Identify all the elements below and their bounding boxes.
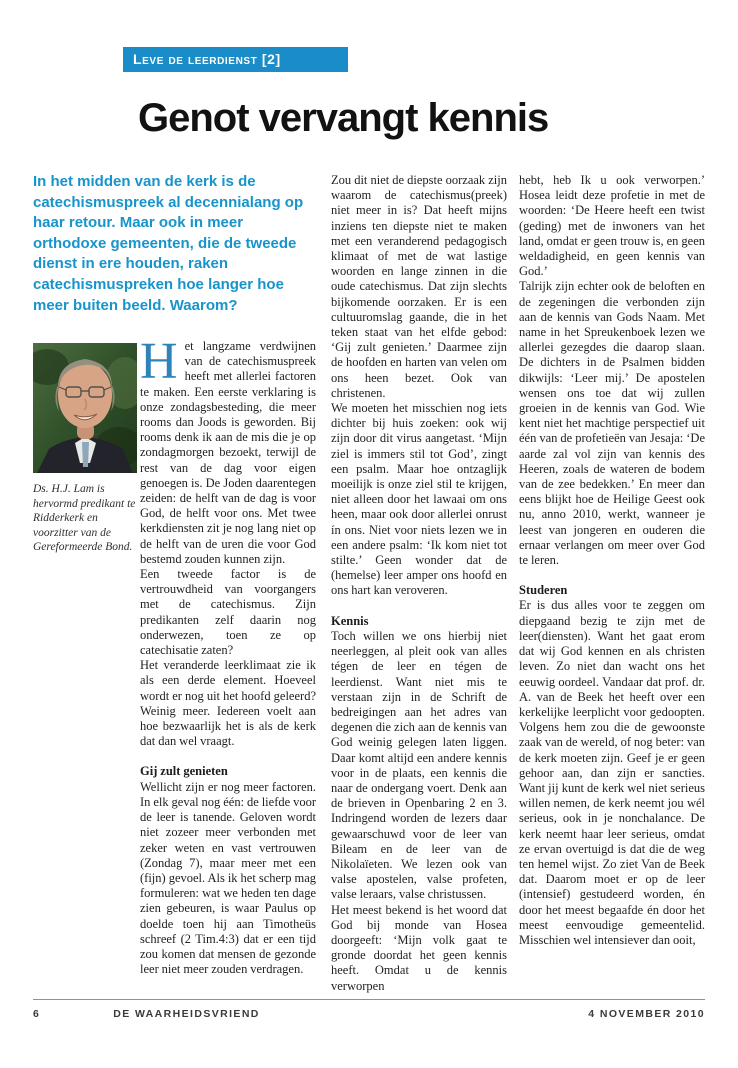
photo-caption: Ds. H.J. Lam is hervormd predikant te Ridderkerk en voorzitter van de Gereformeerde Bond. xyxy=(33,483,136,554)
issue-date: 4 NOVEMBER 2010 xyxy=(588,1008,705,1020)
body-column-3 xyxy=(519,173,705,948)
paragraph: Wellicht zijn er nog meer factoren. In elk geval nog één: de liefde voor de leer is tanende. Geloven wordt niet zozeer meer verbonden met zeker weten en vast vertrouwen (Zondag 7), maar meer met een (fijn) gevoel. Als ik het scherp mag formuleren: wat we heden ten dage zien gebeuren, is waar Paulus op doelde toen hij aan Timotheüs schreef (2 Tim.4:3) dat er een tijd zou komen dat mensen de gezonde leer niet meer zouden verdragen. xyxy=(140,779,316,977)
paragraph-dropcap xyxy=(140,333,316,567)
article-intro: In het midden van de kerk is de catechismuspreek al decennialang op haar retour. Maar ook in meer orthodoxe gemeenten, die de tweede dienst in ere houden, raken catechismuspreken hoe langer hoe meer buiten beeld. Waarom? xyxy=(33,173,304,314)
paragraph: Toch willen we ons hierbij niet neerleggen, al pleit ook van alles tégen de leer en tégen de leerdienst. Want niet mis te verstaan zijn in de Schrift de bedreigingen aan het adres van degenen die zich aan de kennis van God weinig gelegen laten liggen. Daar komt altijd een andere kennis voor in de plaats, een kennis die naar de ondergang voert. Denk aan de brieven in Openbaring 2 en 3. Indringend worden de lezers daar gewaarschuwd voor de leer van Bileam en de leer van de Nikolaïeten. We lezen ook van valse apostelen, valse profeten, valse leraars, valse christussen. xyxy=(331,628,507,902)
author-photo-block xyxy=(33,343,137,555)
section-heading-studeren: Studeren xyxy=(519,583,568,598)
paragraph: Zou dit niet de diepste oorzaak zijn waarom de catechismus(preek) niet meer in is? Dat heeft mijns inziens ten diepste niet te maken met een veranderend pedagogisch klimaat of met de wat lastige woorden en lange zinnen in die oude catechismus. Dat zijn slechts bijkomende oorzaken. Er is een cultuuromslag gaande, die in het teken staat van het elfde gebod: ‘Gij zult genieten.’ Daarmee zijn de hoofden en harten van velen om ons heen bezet. Ook van christenen. xyxy=(331,173,507,400)
section-heading-gij-zult-genieten: Gij zult genieten xyxy=(140,764,228,779)
paragraph: Het veranderde leerklimaat zie ik als een derde element. Hoeveel wordt er nog uit het hoofd geleerd? Weinig meer. Iedereen voelt aan hoe bezwaarlijk het is als de kerk dat dan wel vraagt. xyxy=(140,658,316,749)
portrait-photo xyxy=(33,343,137,473)
section-heading-kennis: Kennis xyxy=(331,613,369,628)
body-column-2 xyxy=(331,173,507,994)
page-number: 6 xyxy=(33,1008,41,1020)
paragraph: Er is dus alles voor te zeggen om diepgaand bezig te zijn met de leer(diensten). Want het gaat erom dat wij God kennen en als christen leven. Zo niet dan wacht ons het eeuwig oordeel. Vandaar dat prof. dr. A. van de Beek het heeft over een kerkelijke leerplicht voor gedoopten. Volgens hem zou die de gewoonste zaak van de wereld, of nog beter: van de kerk moeten zijn. Geef je er geen gehoor aan, dan zijn er sancties. Want jij kunt de kerk wel niet serieus willen nemen, de kerk neemt jou wél serieus, ook in je nonchalance. De kerk neemt haar leer serieus, omdat ze ervan overtuigd is dat die de weg ten hemel wijst. Zo ziet Van de Beek dat. Daarom moet er op de leer (intensief) gestudeerd worden, én door het meest begaafde én door het meest eenvoudige gemeentelid. Misschien wel intensiever dan ooit, xyxy=(519,598,706,947)
body-column-1 xyxy=(140,333,316,977)
paragraph: Het meest bekend is het woord dat God bij monde van Hosea doorgeeft: ‘Mijn volk gaat te gronde doordat het geen kennis heeft. Omdat u de kennis verworpen xyxy=(331,902,507,993)
paragraph: Talrijk zijn echter ook de beloften en de zegeningen die verbonden zijn aan de kennis van Gods Naam. Met name in het Spreukenboek lezen we allerlei gezegdes die daarop slaan. De dichters in de Psalmen bidden dikwijls: ‘Leer mij.’ De apostelen wensen ons toe dat wij zullen groeien in de kennis van God. Wie kent niet het machtige perspectief uit één van de profetieën van Jesaja: ‘De aarde zal vol zijn van kennis des Heeren, zoals de wateren de bodem van de zee bedekken.’ En meer dan eens blijkt hoe de Heilige Geest ook nu, anno 2010, werkt, wanneer je leest van jongeren en ouderen die ernaar verlangen om meer over God te leren. xyxy=(519,279,705,568)
page-footer xyxy=(33,1008,705,1020)
article-headline: Genot vervangt kennis xyxy=(138,96,549,140)
paragraph: We moeten het misschien nog iets dichter bij huis zoeken: ook wij zijn door dit virus aangetast. ‘Mijn ziel is immers stil tot God’, zingt een psalm. Maar hoe ontzaglijk moeilijk is onze ziel stil te krijgen, niet alleen door het lawaai om ons heen, maar ook door allerlei onrust ín ons. Niet voor niets lezen we in een andere psalm: ‘Ik kom niet tot stilte.’ Geen wonder dat de (hemelse) leer amper ons hoofd en ons hart kan veroveren. xyxy=(331,401,507,598)
publication-name: DE WAARHEIDSVRIEND xyxy=(113,1008,260,1020)
kicker-badge xyxy=(123,47,348,72)
drop-cap: H xyxy=(140,333,178,390)
footer-rule xyxy=(33,999,705,1000)
paragraph-text: et langzame verdwijnen van de catechismuspreek heeft met allerlei factoren te maken. Een eerste verklaring is onze zondagsbesteding, die meer rooms dan Joods is geworden. Bij rooms denk ik aan de mis die je op zondagmorgen bezoekt, terwijl de rest van de dag voor eigen genoegen is. De Joden daarentegen zeiden: de helft van de dag is voor God, de helft voor ons. Met twee kerkdiensten zit je nog lang niet op de helft van de uren die voor God bestemd zouden kunnen zijn. xyxy=(140,339,316,566)
paragraph: Een tweede factor is de vertrouwdheid van voorgangers met de catechismus. Zijn predikanten zelf daarin nog onderwezen, toen ze op catechisatie zaten? xyxy=(140,567,316,658)
paragraph: hebt, heb Ik u ook verworpen.’ Hosea leidt deze profetie in met de woorden: ‘De Heere heeft een twist (geding) met de inwoners van het land, omdat er geen trouw is, en geen weldadigheid, en geen kennis van God.’ xyxy=(519,173,705,279)
kicker-label: Leve de leerdienst [2] xyxy=(133,51,281,67)
